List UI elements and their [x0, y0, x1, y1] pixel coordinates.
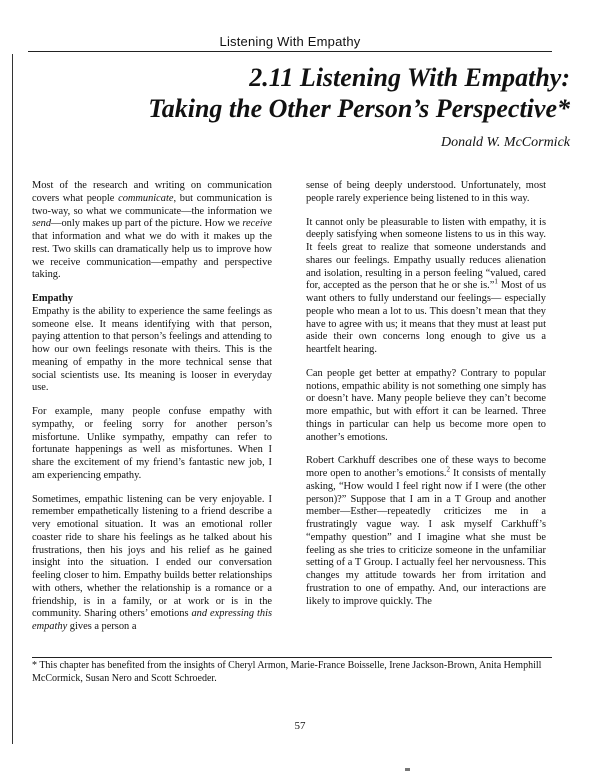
enjoyable-paragraph: Sometimes, empathic listening can be very enjoyable. I remember empathetically listening to a friend describe a very emotional situation. It was an emotional roller coaster ride to share his feelings as he talked about his frustrations, then his joys and his relief as he gained insight into the situation. I ended our conversation feeling closer to him. Empathy builds better relationships with others, whether the relationship is a romance or a friendship, is in a family, or at work or is in the community. Sharing others’ emotions and expressing this empathy gives a person a [32, 493, 272, 632]
author-byline: Donald W. McCormick [441, 135, 570, 150]
empathy-definition-paragraph: Empathy is the ability to experience the same feelings as someone else. It means identifying with that person, paying attention to that person’s feelings and attending to how our own feelings resonate with theirs. This is the meaning of empathy in the more technical sense that social scientists use. Its meaning is looser in everyday use. [32, 305, 272, 394]
footnote-ref-2: 2 [446, 465, 451, 474]
chapter-title [148, 62, 570, 124]
carkhuff-paragraph: Robert Carkhuff describes one of these ways to become more open to another’s emotions.$^2$ It consists of mentally asking, “How would I feel right now if I were (the other person)?” Suppose that I am in a T Group and another member—Esther—repeatedly criticizes me in a frustratingly vague way. I ask myself Carkhuff’s “empathy question” and I imagine what she must be feeling as she tries to criticize someone in the unfamiliar setting of a T Group. I actually feel her nervousness. This changes my attitude towards her from irritation and frustration to one of empathy. And, our interactions are likely to improve quickly. The [306, 455, 546, 607]
scan-mark [405, 768, 410, 771]
example-paragraph: For example, many people confuse empathy with sympathy, or feeling sorry for another person’s misfortune. Unlike sympathy, empathy can refer to fortunate happenings as well as misfortunes. When I share the excitement of my friend’s fantastic new job, I am experiencing empathy. [32, 406, 272, 481]
page-number: 57 [294, 720, 306, 732]
footnote-ref-1: 1 [494, 277, 498, 286]
intro-paragraph: Most of the research and writing on communication covers what people communicate, but communication is two-way, so what we communicate—the information we send—only makes up part of the picture. How we receive that information and what we do with it makes up the rest. Two skills can dramatically help us to improve how we receive communication—empathy and perspective taking. [32, 180, 272, 281]
can-people-paragraph: Can people get better at empathy? Contrary to popular notions, empathic ability is not something one simply has or doesn’t have. Many people believe they can’t become more empathic, but with effort it can be learned. Three things in particular can help us become more open to another’s emotions. [306, 367, 546, 443]
title-line-1: 2.11 Listening With Empathy: [249, 63, 570, 92]
right-column [306, 180, 546, 619]
header-rule [28, 51, 552, 52]
running-head: Listening With Empathy [219, 34, 361, 49]
footnote: * This chapter has benefited from the insights of Cheryl Armon, Marie-France Boisselle, Irene Jackson-Brown, Anita Hemphill McCormick, Susan Nero and Scott Schroeder. [32, 660, 542, 684]
margin-rule [12, 54, 13, 744]
section-heading-empathy: Empathy [32, 293, 73, 304]
title-line-2: Taking the Other Person’s Perspective* [148, 94, 570, 123]
left-column [32, 180, 272, 645]
pleasurable-paragraph: It cannot only be pleasurable to listen with empathy, it is deeply satisfying when someone listens to us in this way. It feels great to realize that someone understands and shares our feelings. Empathy usually reduces alienation and isolation, resulting in a person feeling “valued, cared for, accepted as the person that he or she is.”$^1$ Most of us want others to fully understand our feelings— especially people who mean a lot to us. This doesn’t mean that they have to agree with us; it means that they must at least put aside their own concerns long enough to give us a heartfelt hearing. [306, 216, 546, 355]
footnote-rule [32, 657, 552, 658]
continuation-paragraph: sense of being deeply understood. Unfortunately, most people rarely experience being listened to in this way. [306, 180, 546, 204]
